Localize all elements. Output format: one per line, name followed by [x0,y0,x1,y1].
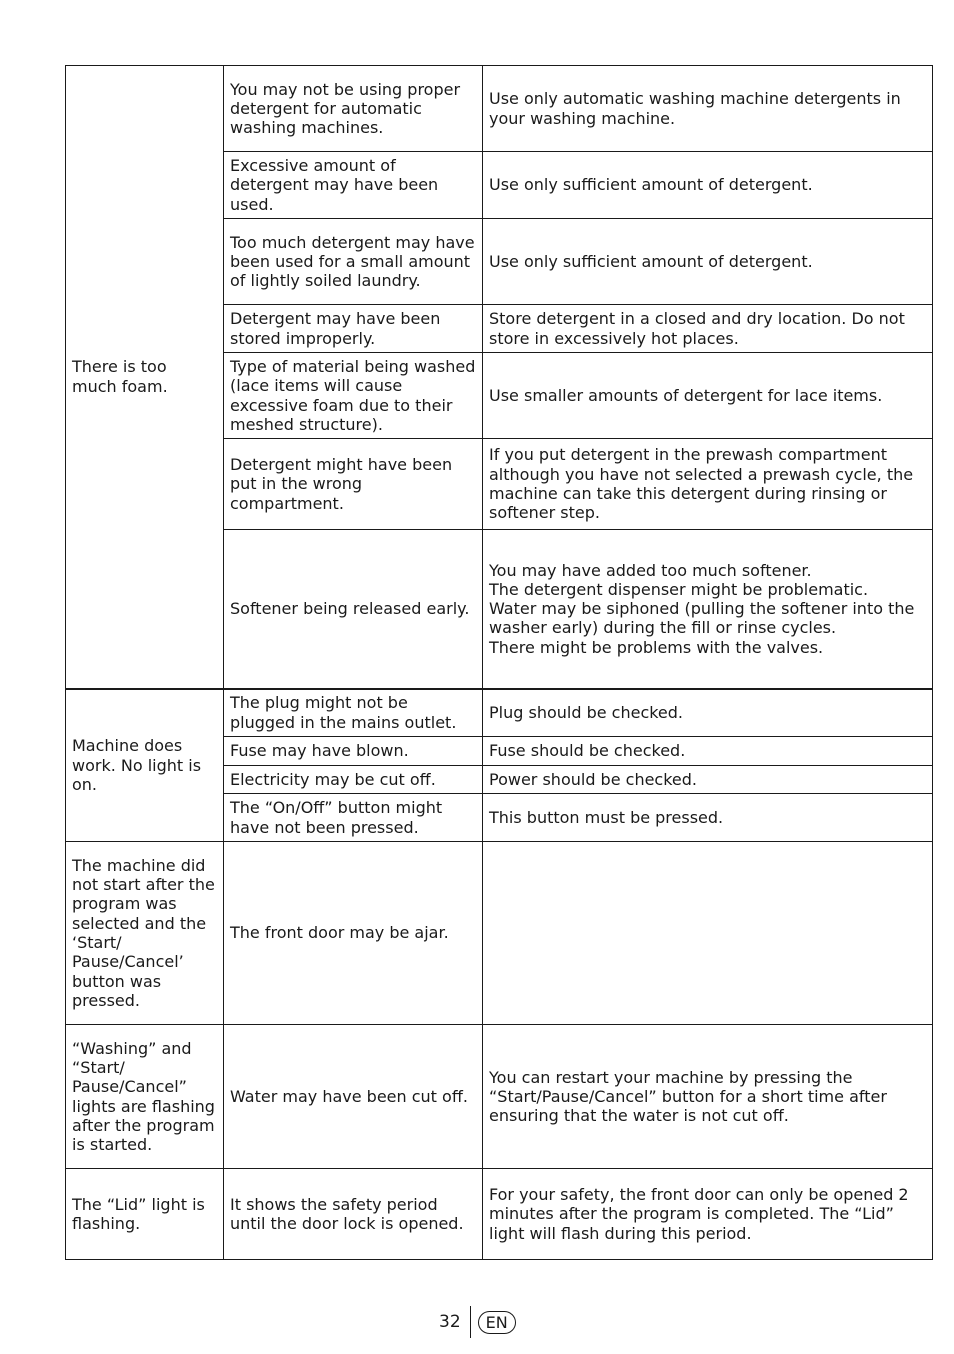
cause-cell: Excessive amount of detergent may have been used. [224,152,483,219]
solution-cell: Power should be checked. [483,766,933,794]
solution-cell: Use smaller amounts of detergent for lace items. [483,353,933,439]
solution-cell: For your safety, the front door can only be opened 2 minutes after the program is completed. The “Lid” light will flash during this period. [483,1169,933,1260]
solution-cell: Use only automatic washing machine detergents in your washing machine. [483,66,933,152]
table-row [66,1025,933,1169]
solution-cell: You may have added too much softener. The detergent dispenser might be problematic. Water may be siphoned (pulling the softener into the washer early) during the fill or rinse cycles. There might be problems with the valves. [483,530,933,689]
page-footer [439,1306,516,1338]
cause-cell: Fuse may have blown. [224,737,483,766]
solution-cell: If you put detergent in the prewash compartment although you have not selected a prewash cycle, the machine can take this detergent during rinsing or softener step. [483,439,933,530]
solution-cell: Use only sufficient amount of detergent. [483,152,933,219]
solution-cell: You can restart your machine by pressing the “Start/Pause/Cancel” button for a short time after ensuring that the water is not cut off. [483,1025,933,1169]
troubleshooting-table [65,65,933,1260]
solution-cell: Plug should be checked. [483,689,933,737]
language-badge: EN [478,1311,516,1334]
cause-cell: Too much detergent may have been used for a small amount of lightly soiled laundry. [224,219,483,305]
table-row [66,66,933,152]
solution-cell: Fuse should be checked. [483,737,933,766]
cause-cell: Type of material being washed (lace items will cause excessive foam due to their meshed structure). [224,353,483,439]
problem-cell: The machine did not start after the program was selected and the ‘Start/ Pause/Cancel’ button was pressed. [66,842,224,1025]
table-row [66,689,933,737]
table-row [66,842,933,1025]
solution-cell: This button must be pressed. [483,794,933,842]
footer-divider [470,1306,471,1338]
cause-cell: Electricity may be cut off. [224,766,483,794]
cause-cell: Softener being released early. [224,530,483,689]
cause-cell: Detergent may have been stored improperly. [224,305,483,353]
solution-cell [483,842,933,1025]
cause-cell: Detergent might have been put in the wrong compartment. [224,439,483,530]
page-number: 32 [439,1312,461,1332]
cause-cell: It shows the safety period until the door lock is opened. [224,1169,483,1260]
cause-cell: Water may have been cut off. [224,1025,483,1169]
cause-cell: You may not be using proper detergent for automatic washing machines. [224,66,483,152]
cause-cell: The plug might not be plugged in the mains outlet. [224,689,483,737]
problem-cell: Machine does work. No light is on. [66,689,224,842]
problem-cell: The “Lid” light is flashing. [66,1169,224,1260]
solution-cell: Store detergent in a closed and dry location. Do not store in excessively hot places. [483,305,933,353]
problem-cell: “Washing” and “Start/ Pause/Cancel” lights are flashing after the program is started. [66,1025,224,1169]
problem-cell: There is too much foam. [66,66,224,689]
table-row [66,1169,933,1260]
cause-cell: The “On/Off” button might have not been pressed. [224,794,483,842]
solution-cell: Use only sufficient amount of detergent. [483,219,933,305]
cause-cell: The front door may be ajar. [224,842,483,1025]
